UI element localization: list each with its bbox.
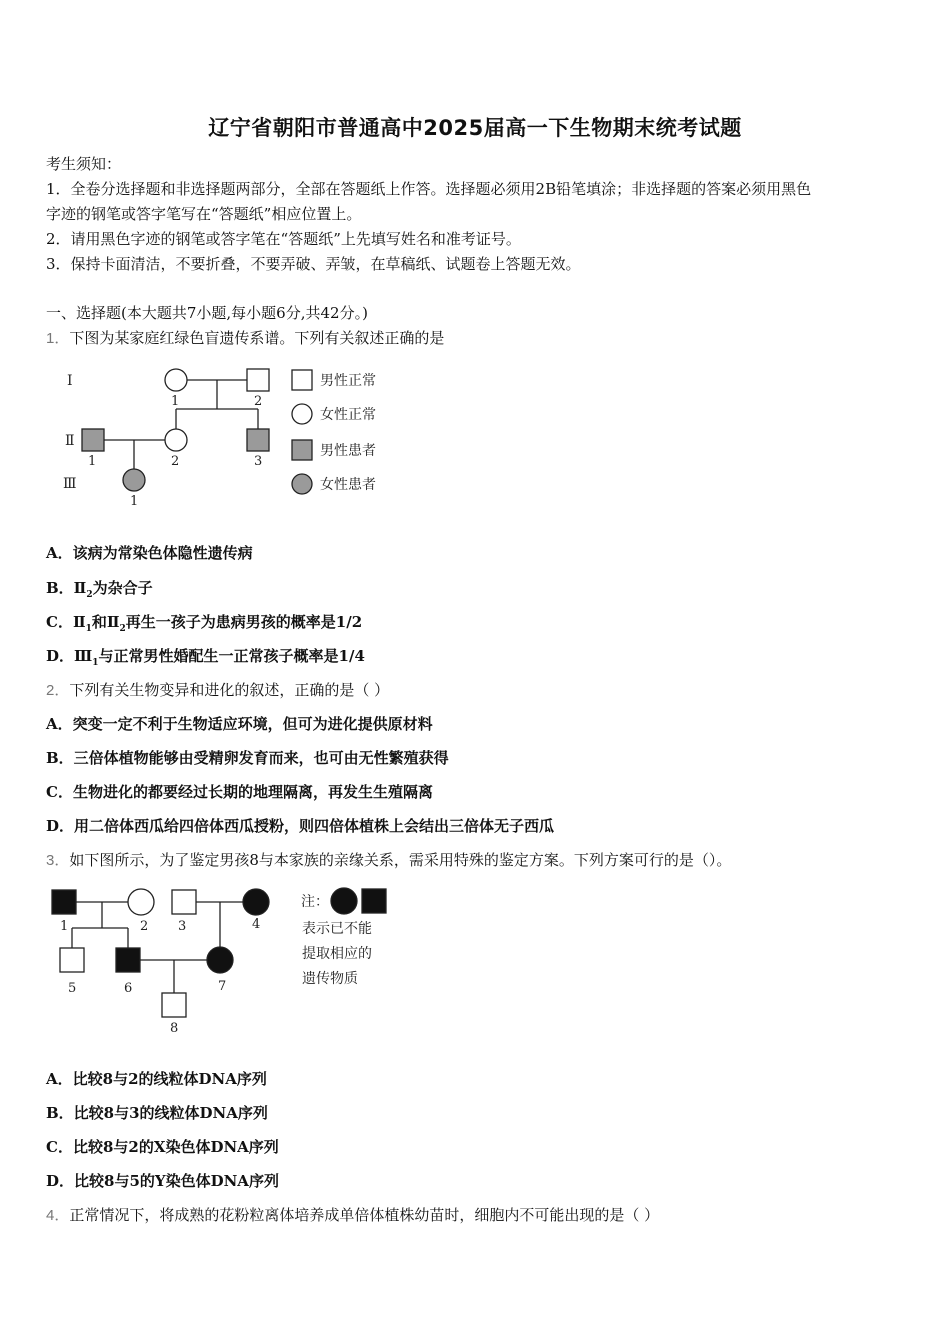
notice-item-1-line-2: 字迹的钢笔或答字笔写在“答题纸”相应位置上。 [46,205,362,223]
legend-female-normal-symbol [292,404,312,424]
section-heading: 一、选择题(本大题共7小题,每小题6分,共42分。) [46,304,368,322]
pedigree-II2-female-normal [165,429,187,451]
generation-III-label: Ⅲ [63,476,77,492]
legend-female-normal-label: 女性正常 [320,407,376,423]
pedigree-label-II2: 2 [171,454,180,469]
legend-male-normal-label: 男性正常 [320,373,376,389]
question-4-text: 正常情况下，将成熟的花粉粒离体培养成单倍体植株幼苗时，细胞内不可能出现的是（ ） [69,1206,660,1224]
pedigree-3-person-3 [172,890,196,914]
question-1-text: 下图为某家庭红绿色盲遗传系谱。下列有关叙述正确的是 [69,329,445,347]
question-1-option-b[interactable]: B．$Ⅱ_2$为杂合子 [46,579,153,600]
note-filled-square [362,889,386,913]
pedigree-3-label-1: 1 [60,919,69,934]
pedigree-II3-male-affected [247,429,269,451]
question-3-option-c[interactable]: C．比较8与2的X染色体DNA序列 [46,1138,279,1156]
question-1-option-a[interactable]: A．该病为常染色体隐性遗传病 [46,544,253,562]
pedigree-3-label-2: 2 [140,919,149,934]
notice-item-2: 2．请用黑色字迹的钢笔或答字笔在“答题纸”上先填写姓名和准考证号。 [46,230,521,248]
question-1-option-c[interactable]: C．$Ⅱ_1$和$Ⅱ_2$再生一孩子为患病男孩的概率是1/2 [46,613,363,634]
pedigree-figure-3 [44,880,404,1040]
pedigree-label-III1: 1 [130,494,139,509]
notice-item-1-line-1: 1．全卷分选择题和非选择题两部分，全部在答题纸上作答。选择题必须用2B铅笔填涂；非选择题的答案必须用黑色 [46,180,812,198]
pedigree-3-person-6 [116,948,140,972]
legend-male-affected-label: 男性患者 [320,443,376,459]
pedigree-I1-female-normal [165,369,187,391]
pedigree-3-label-7: 7 [218,979,227,994]
legend-male-normal-symbol [292,370,312,390]
pedigree-label-I2: 2 [254,394,263,409]
pedigree-label-II1: 1 [88,454,97,469]
question-2-option-d[interactable]: D．用二倍体西瓜给四倍体西瓜授粉，则四倍体植株上会结出三倍体无子西瓜 [46,817,555,835]
question-2-stem [46,679,389,700]
pedigree-label-I1: 1 [171,394,180,409]
pedigree-label-II3: 3 [254,454,263,469]
question-2-option-b[interactable]: B．三倍体植物能够由受精卵发育而来，也可由无性繁殖获得 [46,749,449,767]
question-3-option-d[interactable]: D．比较8与5的Y染色体DNA序列 [46,1172,279,1190]
question-1-option-d[interactable]: D．$Ⅲ_1$与正常男性婚配生一正常孩子概率是1/4 [46,647,365,668]
pedigree-3-label-5: 5 [68,981,77,996]
notice-heading: 考生须知： [46,155,122,173]
question-2-number: 2． [46,682,70,699]
question-3-option-b[interactable]: B．比较8与3的线粒体DNA序列 [46,1104,268,1122]
pedigree-3-person-8 [162,993,186,1017]
note-filled-circle [331,888,357,914]
question-3-text: 如下图所示，为了鉴定男孩8与本家族的亲缘关系，需采用特殊的鉴定方案。下列方案可行的是（）。 [69,851,732,869]
pedigree-3-person-5 [60,948,84,972]
pedigree-III1-female-affected [123,469,145,491]
exam-title: 辽宁省朝阳市普通高中2025届高一下生物期末统考试题 [208,116,742,140]
question-2-option-c[interactable]: C．生物进化的都要经过长期的地理隔离，再发生生殖隔离 [46,783,433,801]
question-4-stem [46,1204,659,1225]
pedigree-3-person-1 [52,890,76,914]
note-label: 注： [301,894,329,910]
question-1-stem [46,327,444,348]
note-line-1: 表示已不能 [302,921,372,937]
pedigree-I2-male-normal [247,369,269,391]
question-3-stem [46,849,731,870]
question-4-number: 4． [46,1207,70,1224]
legend-female-affected-label: 女性患者 [320,477,376,493]
pedigree-II1-male-affected [82,429,104,451]
question-3-number: 3． [46,852,70,869]
pedigree-3-label-3: 3 [178,919,187,934]
generation-I-label: Ⅰ [67,373,73,389]
note-line-2: 提取相应的 [302,946,372,962]
question-2-option-a[interactable]: A．突变一定不利于生物适应环境，但可为进化提供原材料 [46,715,433,733]
generation-II-label: Ⅱ [65,433,75,449]
notice-item-3: 3．保持卡面清洁，不要折叠，不要弄破、弄皱，在草稿纸、试题卷上答题无效。 [46,255,581,273]
question-1-number: 1． [46,330,70,347]
pedigree-3-label-4: 4 [252,917,261,932]
pedigree-3-person-2 [128,889,154,915]
pedigree-3-label-6: 6 [124,981,133,996]
question-3-option-a[interactable]: A．比较8与2的线粒体DNA序列 [46,1070,267,1088]
legend-female-affected-symbol [292,474,312,494]
pedigree-3-label-8: 8 [170,1021,179,1036]
pedigree-3-person-4 [243,889,269,915]
legend-male-affected-symbol [292,440,312,460]
pedigree-figure-1 [55,360,405,510]
question-2-text: 下列有关生物变异和进化的叙述，正确的是（ ） [69,681,390,699]
pedigree-3-person-7 [207,947,233,973]
note-line-3: 遗传物质 [302,971,358,987]
